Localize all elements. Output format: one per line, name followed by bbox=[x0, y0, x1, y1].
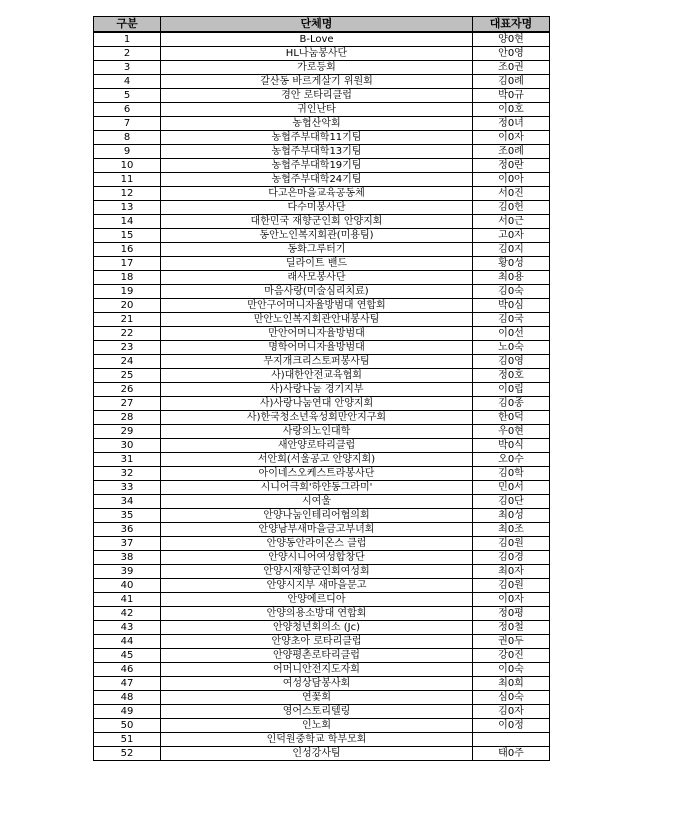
row-representative-name: 황0성 bbox=[473, 257, 550, 271]
row-number: 3 bbox=[94, 61, 161, 75]
table-row bbox=[94, 341, 550, 355]
row-number: 27 bbox=[94, 397, 161, 411]
row-organization-name: 농협산악회 bbox=[161, 117, 473, 131]
row-number: 51 bbox=[94, 733, 161, 747]
row-organization-name: 서안회(서울공고 안양지회) bbox=[161, 453, 473, 467]
row-representative-name: 심0숙 bbox=[473, 691, 550, 705]
table-row bbox=[94, 243, 550, 257]
row-representative-name: 최0용 bbox=[473, 271, 550, 285]
row-organization-name: 사)사랑나눔연대 안양지회 bbox=[161, 397, 473, 411]
table-row bbox=[94, 159, 550, 173]
row-number: 22 bbox=[94, 327, 161, 341]
row-number: 32 bbox=[94, 467, 161, 481]
table-row bbox=[94, 187, 550, 201]
table-row bbox=[94, 509, 550, 523]
row-organization-name: 안양평촌로타리클럽 bbox=[161, 649, 473, 663]
row-number: 2 bbox=[94, 47, 161, 61]
table-row bbox=[94, 215, 550, 229]
table-row bbox=[94, 593, 550, 607]
table-row bbox=[94, 47, 550, 61]
row-representative-name: 정0란 bbox=[473, 159, 550, 173]
table-row bbox=[94, 411, 550, 425]
row-representative-name: 이0숙 bbox=[473, 663, 550, 677]
row-organization-name: 다수미봉사단 bbox=[161, 201, 473, 215]
row-organization-name: 딜라이트 밴드 bbox=[161, 257, 473, 271]
row-number: 12 bbox=[94, 187, 161, 201]
table-row bbox=[94, 75, 550, 89]
row-representative-name: 최0성 bbox=[473, 509, 550, 523]
row-number: 7 bbox=[94, 117, 161, 131]
table-row bbox=[94, 705, 550, 719]
row-organization-name: 안양에르디아 bbox=[161, 593, 473, 607]
row-number: 15 bbox=[94, 229, 161, 243]
row-number: 33 bbox=[94, 481, 161, 495]
table-row bbox=[94, 145, 550, 159]
row-representative-name: 김0경 bbox=[473, 551, 550, 565]
row-representative-name: 이0자 bbox=[473, 593, 550, 607]
row-organization-name: 영어스토리텔링 bbox=[161, 705, 473, 719]
row-number: 25 bbox=[94, 369, 161, 383]
row-number: 13 bbox=[94, 201, 161, 215]
row-organization-name: 인덕원중학교 학부모회 bbox=[161, 733, 473, 747]
row-number: 1 bbox=[94, 32, 161, 47]
table-row bbox=[94, 327, 550, 341]
row-number: 48 bbox=[94, 691, 161, 705]
row-representative-name: 양0현 bbox=[473, 32, 550, 47]
row-organization-name: 안양남부새마을금고부녀회 bbox=[161, 523, 473, 537]
row-representative-name: 최0희 bbox=[473, 677, 550, 691]
row-number: 44 bbox=[94, 635, 161, 649]
row-organization-name: 여성상담봉사회 bbox=[161, 677, 473, 691]
row-organization-name: 대한민국 재향군인회 안양지회 bbox=[161, 215, 473, 229]
row-representative-name: 김0숙 bbox=[473, 285, 550, 299]
row-organization-name: 안양초아 로타리클럽 bbox=[161, 635, 473, 649]
row-organization-name: 농협주부대학13기팀 bbox=[161, 145, 473, 159]
row-number: 24 bbox=[94, 355, 161, 369]
row-representative-name: 태0주 bbox=[473, 747, 550, 761]
table-row bbox=[94, 61, 550, 75]
table-row bbox=[94, 229, 550, 243]
row-representative-name: 이0자 bbox=[473, 131, 550, 145]
row-number: 31 bbox=[94, 453, 161, 467]
row-number: 38 bbox=[94, 551, 161, 565]
table-row bbox=[94, 117, 550, 131]
row-organization-name: 사)한국청소년육성회만안지구회 bbox=[161, 411, 473, 425]
row-number: 11 bbox=[94, 173, 161, 187]
row-number: 43 bbox=[94, 621, 161, 635]
row-organization-name: 어머니안전지도자회 bbox=[161, 663, 473, 677]
row-organization-name: 갈산동 바르게살기 위원회 bbox=[161, 75, 473, 89]
header-number: 구분 bbox=[94, 17, 161, 33]
row-organization-name: 안양시니어여성합창단 bbox=[161, 551, 473, 565]
row-number: 45 bbox=[94, 649, 161, 663]
table-row bbox=[94, 691, 550, 705]
table-row bbox=[94, 635, 550, 649]
row-number: 36 bbox=[94, 523, 161, 537]
row-representative-name: 최0자 bbox=[473, 565, 550, 579]
row-organization-name: 무지개크리스토퍼봉사팀 bbox=[161, 355, 473, 369]
row-number: 8 bbox=[94, 131, 161, 145]
row-number: 26 bbox=[94, 383, 161, 397]
row-number: 10 bbox=[94, 159, 161, 173]
row-representative-name: 정0호 bbox=[473, 369, 550, 383]
row-organization-name: 안양나눔인테리어협의회 bbox=[161, 509, 473, 523]
row-organization-name: 인성강사팀 bbox=[161, 747, 473, 761]
row-representative-name: 김0학 bbox=[473, 467, 550, 481]
table-body bbox=[94, 32, 550, 761]
row-number: 46 bbox=[94, 663, 161, 677]
table-header-row bbox=[94, 17, 550, 33]
row-organization-name: 동안노인복지회관(미용팀) bbox=[161, 229, 473, 243]
row-organization-name: 명학어머니자율방범대 bbox=[161, 341, 473, 355]
row-representative-name: 안0영 bbox=[473, 47, 550, 61]
row-number: 41 bbox=[94, 593, 161, 607]
table-row bbox=[94, 383, 550, 397]
row-representative-name: 김0영 bbox=[473, 355, 550, 369]
table-row bbox=[94, 285, 550, 299]
table-row bbox=[94, 425, 550, 439]
row-organization-name: 동화그루터기 bbox=[161, 243, 473, 257]
row-organization-name: 시니어극회'하얀동그라미' bbox=[161, 481, 473, 495]
row-representative-name: 서0진 bbox=[473, 187, 550, 201]
row-representative-name: 정0녀 bbox=[473, 117, 550, 131]
row-representative-name: 박0규 bbox=[473, 89, 550, 103]
row-organization-name: 만안구어머니자율방범대 연합회 bbox=[161, 299, 473, 313]
row-number: 4 bbox=[94, 75, 161, 89]
table-row bbox=[94, 523, 550, 537]
row-representative-name: 이0호 bbox=[473, 103, 550, 117]
row-organization-name: 마음사랑(미술심리치료) bbox=[161, 285, 473, 299]
row-organization-name: 다고은마을교육공동체 bbox=[161, 187, 473, 201]
header-representative: 대표자명 bbox=[473, 17, 550, 33]
table-row bbox=[94, 467, 550, 481]
row-organization-name: 안양청년회의소 (Jc) bbox=[161, 621, 473, 635]
table-row bbox=[94, 439, 550, 453]
row-organization-name: 경안 로타리클럽 bbox=[161, 89, 473, 103]
row-number: 40 bbox=[94, 579, 161, 593]
row-representative-name: 김0례 bbox=[473, 75, 550, 89]
row-representative-name: 정0철 bbox=[473, 621, 550, 635]
row-number: 16 bbox=[94, 243, 161, 257]
row-representative-name: 정0평 bbox=[473, 607, 550, 621]
table-row bbox=[94, 747, 550, 761]
table-row bbox=[94, 663, 550, 677]
row-organization-name: 만안어머니자율방범대 bbox=[161, 327, 473, 341]
table-row bbox=[94, 677, 550, 691]
row-organization-name: 사랑의노인대학 bbox=[161, 425, 473, 439]
table-row bbox=[94, 537, 550, 551]
row-representative-name: 박0심 bbox=[473, 299, 550, 313]
table-row bbox=[94, 131, 550, 145]
row-number: 29 bbox=[94, 425, 161, 439]
row-organization-name: B-Love bbox=[161, 32, 473, 47]
row-representative-name: 김0종 bbox=[473, 397, 550, 411]
row-number: 19 bbox=[94, 285, 161, 299]
row-representative-name: 김0원 bbox=[473, 537, 550, 551]
row-number: 5 bbox=[94, 89, 161, 103]
row-number: 17 bbox=[94, 257, 161, 271]
table-row bbox=[94, 271, 550, 285]
table-row bbox=[94, 313, 550, 327]
table-row bbox=[94, 565, 550, 579]
table-row bbox=[94, 733, 550, 747]
row-representative-name: 고0자 bbox=[473, 229, 550, 243]
row-number: 49 bbox=[94, 705, 161, 719]
row-representative-name: 박0식 bbox=[473, 439, 550, 453]
row-number: 34 bbox=[94, 495, 161, 509]
row-number: 52 bbox=[94, 747, 161, 761]
table-row bbox=[94, 89, 550, 103]
table-row bbox=[94, 453, 550, 467]
row-representative-name: 권0두 bbox=[473, 635, 550, 649]
row-representative-name: 김0단 bbox=[473, 495, 550, 509]
row-representative-name: 민0서 bbox=[473, 481, 550, 495]
row-organization-name: 연꽃회 bbox=[161, 691, 473, 705]
row-representative-name: 이0립 bbox=[473, 383, 550, 397]
row-organization-name: 안양동안라이온스 클럽 bbox=[161, 537, 473, 551]
row-number: 14 bbox=[94, 215, 161, 229]
table-row bbox=[94, 579, 550, 593]
row-organization-name: 농협주부대학11기팀 bbox=[161, 131, 473, 145]
row-number: 23 bbox=[94, 341, 161, 355]
table-row bbox=[94, 719, 550, 733]
table-row bbox=[94, 369, 550, 383]
row-representative-name: 이0아 bbox=[473, 173, 550, 187]
table-row bbox=[94, 481, 550, 495]
table-row bbox=[94, 355, 550, 369]
row-number: 42 bbox=[94, 607, 161, 621]
table-row bbox=[94, 621, 550, 635]
row-representative-name: 강0진 bbox=[473, 649, 550, 663]
row-organization-name: 래사모봉사단 bbox=[161, 271, 473, 285]
row-representative-name: 김0국 bbox=[473, 313, 550, 327]
row-organization-name: 새안양로타리클럽 bbox=[161, 439, 473, 453]
row-organization-name: 귀인난타 bbox=[161, 103, 473, 117]
organization-list-sheet bbox=[93, 16, 549, 761]
row-number: 35 bbox=[94, 509, 161, 523]
row-representative-name: 이0선 bbox=[473, 327, 550, 341]
row-number: 18 bbox=[94, 271, 161, 285]
table-row bbox=[94, 103, 550, 117]
row-representative-name: 우0현 bbox=[473, 425, 550, 439]
row-number: 50 bbox=[94, 719, 161, 733]
row-representative-name: 조0례 bbox=[473, 145, 550, 159]
row-number: 30 bbox=[94, 439, 161, 453]
row-number: 28 bbox=[94, 411, 161, 425]
table-row bbox=[94, 551, 550, 565]
row-representative-name: 김0헌 bbox=[473, 201, 550, 215]
row-representative-name bbox=[473, 733, 550, 747]
row-number: 9 bbox=[94, 145, 161, 159]
row-organization-name: 인노회 bbox=[161, 719, 473, 733]
table-row bbox=[94, 495, 550, 509]
row-representative-name: 김0자 bbox=[473, 705, 550, 719]
row-number: 47 bbox=[94, 677, 161, 691]
row-representative-name: 조0권 bbox=[473, 61, 550, 75]
row-organization-name: 시여울 bbox=[161, 495, 473, 509]
row-organization-name: 아이네스오케스트라봉사단 bbox=[161, 467, 473, 481]
row-representative-name: 김0원 bbox=[473, 579, 550, 593]
row-representative-name: 김0지 bbox=[473, 243, 550, 257]
row-number: 20 bbox=[94, 299, 161, 313]
row-representative-name: 오0수 bbox=[473, 453, 550, 467]
table-row bbox=[94, 299, 550, 313]
table-row bbox=[94, 32, 550, 47]
row-organization-name: 사)대한안전교육협회 bbox=[161, 369, 473, 383]
row-organization-name: 안양의용소방대 연합회 bbox=[161, 607, 473, 621]
row-organization-name: 만안노인복지회관안내봉사팀 bbox=[161, 313, 473, 327]
row-number: 21 bbox=[94, 313, 161, 327]
row-representative-name: 최0조 bbox=[473, 523, 550, 537]
organization-table bbox=[93, 16, 550, 761]
table-row bbox=[94, 649, 550, 663]
row-representative-name: 한0덕 bbox=[473, 411, 550, 425]
row-representative-name: 서0근 bbox=[473, 215, 550, 229]
row-organization-name: HL나눔봉사단 bbox=[161, 47, 473, 61]
row-number: 37 bbox=[94, 537, 161, 551]
header-organization: 단체명 bbox=[161, 17, 473, 33]
row-representative-name: 노0숙 bbox=[473, 341, 550, 355]
table-row bbox=[94, 607, 550, 621]
table-row bbox=[94, 201, 550, 215]
row-number: 39 bbox=[94, 565, 161, 579]
row-organization-name: 사)사랑나눔 경기지부 bbox=[161, 383, 473, 397]
row-organization-name: 농협주부대학19기팀 bbox=[161, 159, 473, 173]
table-row bbox=[94, 173, 550, 187]
row-number: 6 bbox=[94, 103, 161, 117]
row-organization-name: 농협주부대학24기팀 bbox=[161, 173, 473, 187]
row-representative-name: 이0정 bbox=[473, 719, 550, 733]
row-organization-name: 안양시지부 새마을문고 bbox=[161, 579, 473, 593]
table-row bbox=[94, 397, 550, 411]
row-organization-name: 안양시재향군인회여성회 bbox=[161, 565, 473, 579]
table-row bbox=[94, 257, 550, 271]
row-organization-name: 가로등회 bbox=[161, 61, 473, 75]
